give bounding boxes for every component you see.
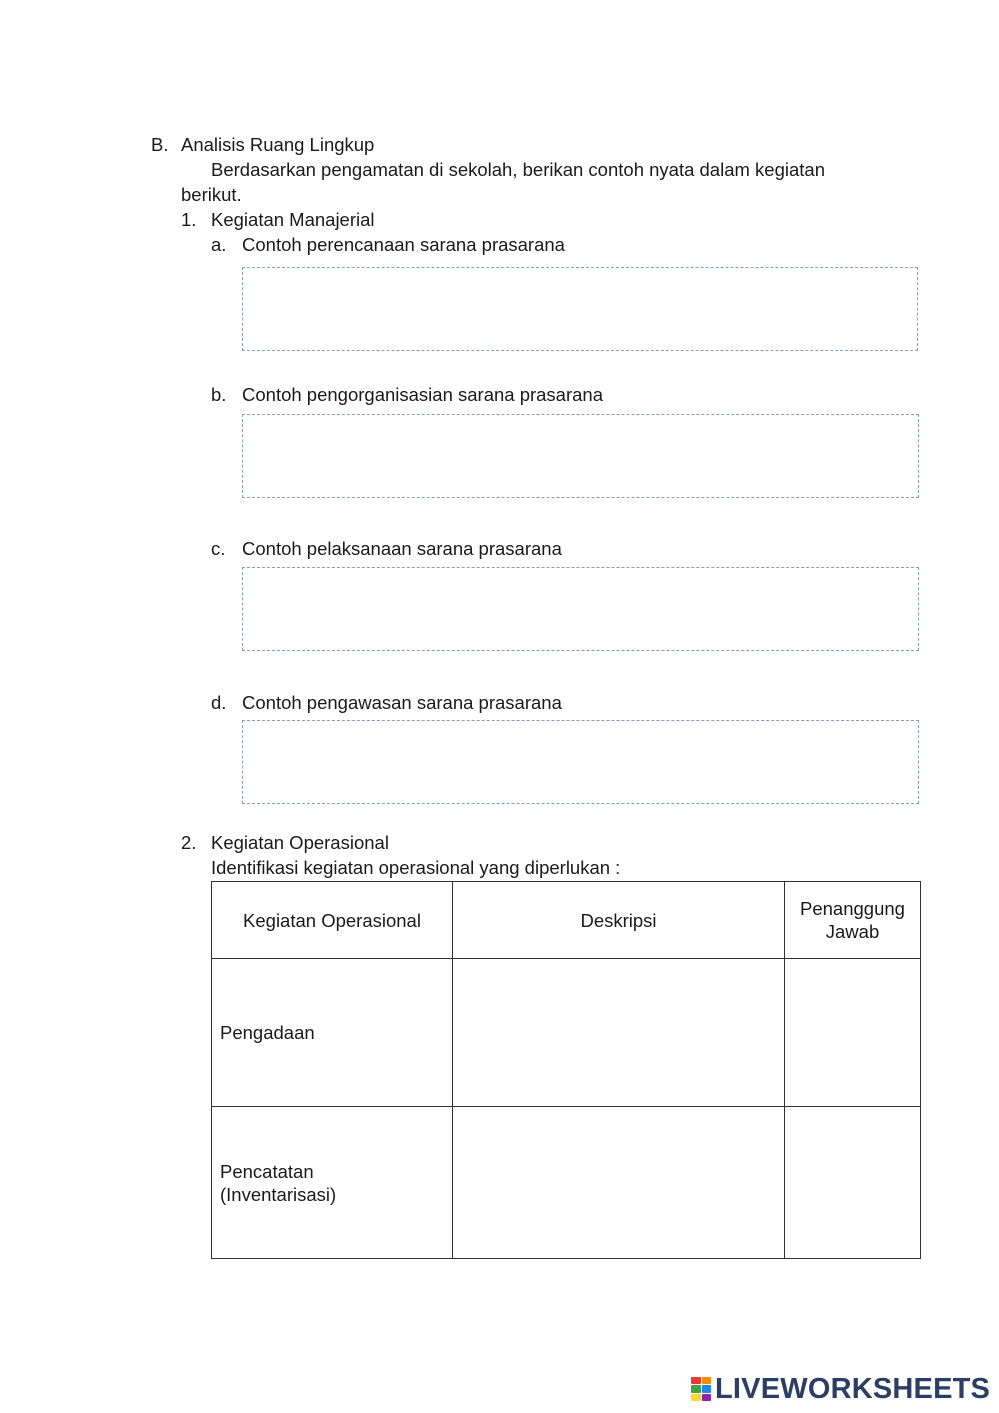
- row-pengadaan-penanggung-cell[interactable]: [785, 959, 921, 1107]
- item-d-letter: d.: [211, 692, 227, 713]
- table-header-row: [212, 882, 921, 959]
- liveworksheets-logo-icon: [691, 1377, 711, 1401]
- answer-box-pelaksanaan[interactable]: [242, 567, 919, 651]
- answer-box-pengawasan[interactable]: [242, 720, 919, 804]
- item-a-label: Contoh perencanaan sarana prasarana: [242, 234, 565, 255]
- row-pencatatan-label: [212, 1107, 453, 1259]
- answer-input-pelaksanaan[interactable]: [243, 568, 918, 650]
- item-d-label: Contoh pengawasan sarana prasarana: [242, 692, 562, 713]
- part2-number: 2.: [181, 832, 197, 853]
- section-title: Analisis Ruang Lingkup: [181, 134, 375, 155]
- table-row: [212, 1107, 921, 1259]
- answer-box-pengorganisasian[interactable]: [242, 414, 919, 498]
- item-c-label: Contoh pelaksanaan sarana prasarana: [242, 538, 562, 559]
- item-b-label: Contoh pengorganisasian sarana prasarana: [242, 384, 604, 405]
- row-pencatatan-deskripsi-cell[interactable]: [453, 1107, 785, 1259]
- row-pencatatan-line1: Pencatatan: [220, 1160, 314, 1182]
- header-deskripsi: Deskripsi: [453, 882, 785, 959]
- answer-input-perencanaan[interactable]: [243, 268, 917, 350]
- row-pengadaan-line1: Pengadaan: [220, 1022, 315, 1043]
- section-intro-line2: berikut.: [181, 184, 242, 205]
- row-pengadaan-deskripsi-cell[interactable]: [453, 959, 785, 1107]
- answer-box-perencanaan[interactable]: [242, 267, 918, 351]
- header-penanggung-line1: Penanggung: [800, 898, 905, 919]
- liveworksheets-logo: [691, 1373, 990, 1405]
- item-b-letter: b.: [211, 384, 227, 405]
- table-row: [212, 959, 921, 1107]
- part1-title: Kegiatan Manajerial: [211, 209, 375, 230]
- header-penanggung-jawab: [785, 882, 921, 959]
- item-c-letter: c.: [211, 538, 226, 559]
- item-a-letter: a.: [211, 234, 227, 255]
- answer-input-pengorganisasian[interactable]: [243, 415, 918, 497]
- part1-number: 1.: [181, 209, 197, 230]
- section-marker: B.: [151, 134, 169, 155]
- header-penanggung-line2: Jawab: [825, 921, 880, 942]
- operational-table: [211, 881, 921, 1259]
- row-pencatatan-penanggung-cell[interactable]: [785, 1107, 921, 1259]
- answer-input-pengawasan[interactable]: [243, 721, 918, 803]
- row-pencatatan-line2: (Inventarisasi): [220, 1183, 337, 1205]
- part2-instruction: Identifikasi kegiatan operasional yang diperlukan :: [211, 857, 621, 878]
- row-pengadaan-label: [212, 959, 453, 1107]
- brand-name: LIVEWORKSHEETS: [715, 1372, 991, 1405]
- part2-title: Kegiatan Operasional: [211, 832, 389, 853]
- section-intro-line1: Berdasarkan pengamatan di sekolah, berikan contoh nyata dalam kegiatan: [211, 159, 825, 180]
- header-kegiatan: Kegiatan Operasional: [212, 882, 453, 959]
